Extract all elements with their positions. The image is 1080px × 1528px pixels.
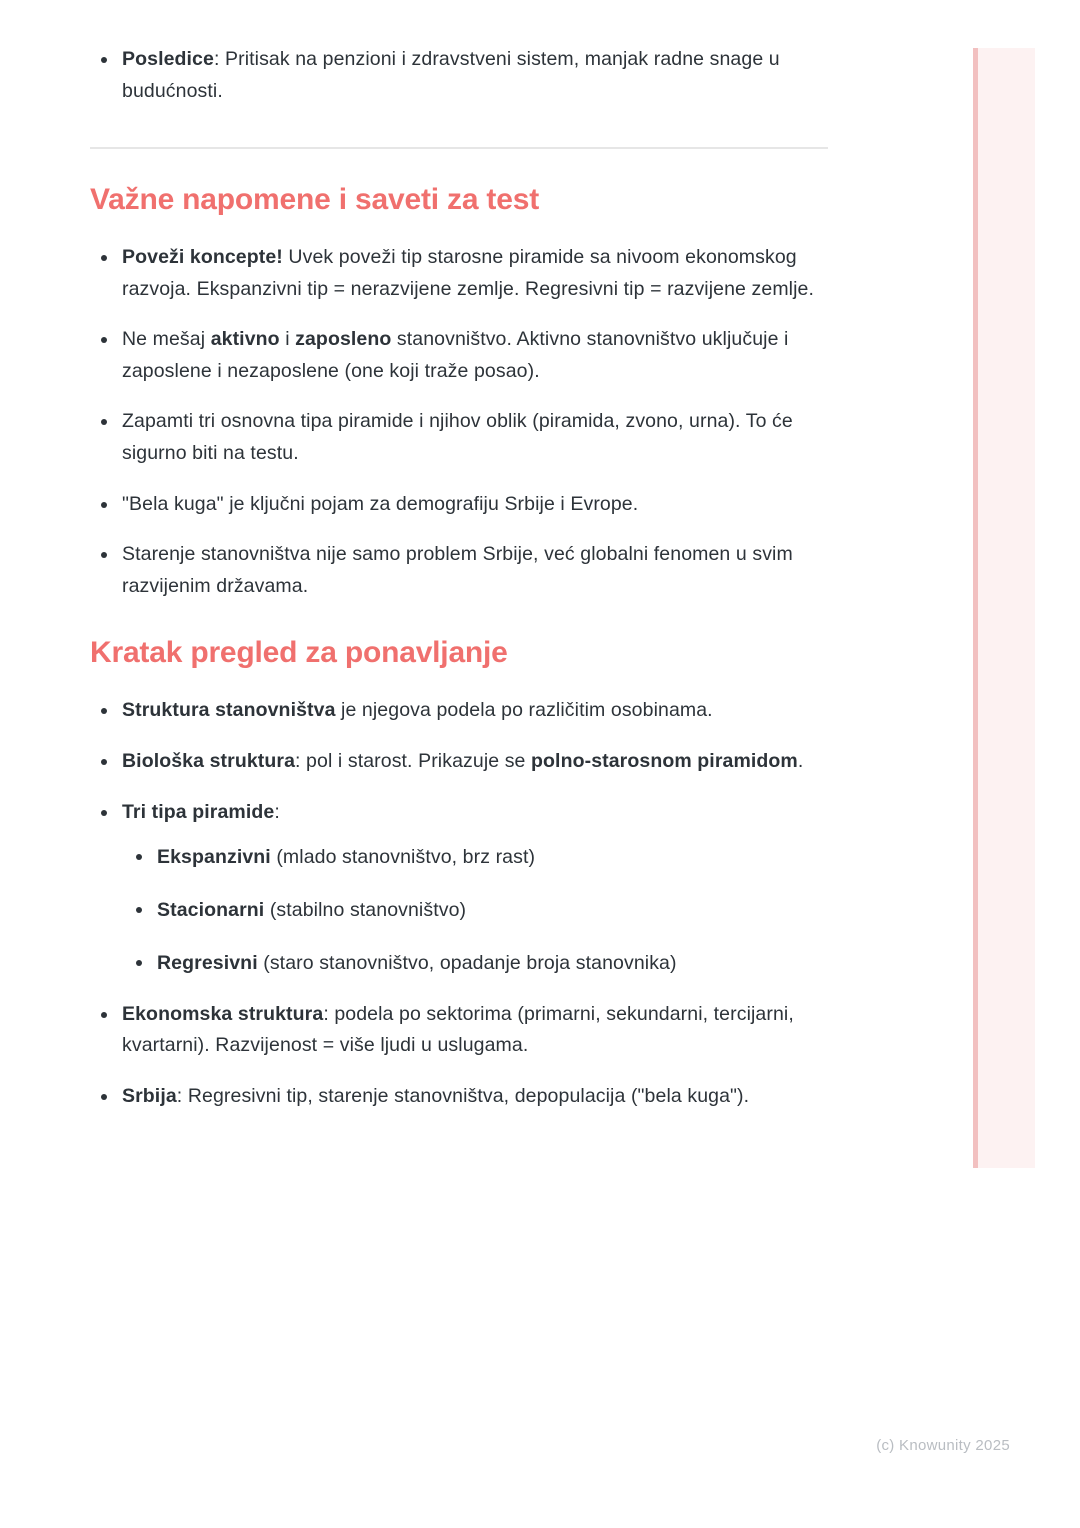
list-item: [90, 695, 860, 727]
bold-text-run: polno-starosnom piramidom: [531, 749, 798, 772]
section-bullet-list: [90, 695, 860, 1112]
nested-list-item: [122, 948, 860, 979]
text-run: (staro stanovništvo, opadanje broja stanovnika): [257, 952, 677, 975]
list-item: [90, 999, 860, 1062]
text-run: : pol i starost. Prikazuje se: [295, 749, 532, 772]
text-run: Starenje stanovništva nije samo problem Srbije, već globalni fenomen u svim razvijenim državama.: [122, 543, 793, 597]
bold-text-run: Ekspanzivni: [157, 846, 271, 869]
list-item: [90, 746, 860, 778]
text-run: (mlado stanovništvo, brz rast): [270, 846, 536, 869]
list-item: [90, 44, 860, 107]
bold-text-run: Posledice: [122, 48, 214, 70]
list-item: [90, 489, 860, 521]
nested-list-item: [122, 895, 860, 926]
text-run: :: [274, 800, 280, 823]
bold-text-run: Struktura stanovništva: [122, 699, 336, 722]
section-heading: Kratak pregled za ponavljanje: [90, 636, 508, 670]
intro-bullet-list: [90, 44, 860, 107]
list-item: [90, 324, 860, 387]
bold-text-run: Regresivni: [157, 952, 258, 975]
bold-text-run: Tri tipa piramide: [122, 800, 275, 823]
text-run: .: [797, 749, 804, 772]
document-content: [90, 0, 860, 1112]
bold-text-run: Poveži koncepte!: [122, 246, 283, 269]
text-run: Uvek poveži tip starosne piramide sa nivoom ekonomskog razvoja. Ekspanzivni tip = nerazvijene zemlje. Regresivni tip = razvijene zemlje.: [122, 246, 814, 300]
section-heading: Važne napomene i saveti za test: [90, 183, 539, 217]
text-run: i: [279, 328, 296, 351]
text-run: : Regresivni tip, starenje stanovništva, depopulacija ("bela kuga").: [176, 1084, 750, 1107]
list-item: [90, 242, 860, 305]
bold-text-run: Ekonomska struktura: [122, 1002, 324, 1025]
bold-text-run: aktivno: [210, 328, 280, 351]
list-item: [90, 406, 860, 469]
text-run: Zapamti tri osnovna tipa piramide i njihov oblik (piramida, zvono, urna). To će sigurno biti na testu.: [122, 410, 793, 465]
list-item: [90, 539, 860, 602]
text-run: : Pritisak na penzioni i zdravstveni sistem, manjak radne snage u budućnosti.: [122, 48, 780, 102]
section-divider: [90, 147, 828, 149]
document-section: [90, 182, 860, 602]
text-run: "Bela kuga" je ključni pojam za demografiju Srbije i Evrope.: [122, 492, 639, 515]
text-run: stanovništvo. Aktivno stanovništvo uključuje i zaposlene i nezaposlene (one koji traže posao).: [122, 328, 789, 382]
nested-bullet-list: [122, 842, 860, 980]
bold-text-run: Srbija: [122, 1084, 177, 1107]
section-bullet-list: [90, 242, 860, 602]
document-section: [90, 635, 860, 1112]
bold-text-run: zaposleno: [295, 328, 392, 351]
footer-copyright: (c) Knowunity 2025: [876, 1437, 1010, 1454]
text-run: Ne mešaj: [122, 328, 211, 351]
list-item: [90, 1081, 860, 1113]
decorative-side-panel: [973, 48, 1035, 1168]
sections-container: [90, 182, 860, 1112]
text-run: : podela po sektorima (primarni, sekundarni, tercijarni, kvartarni). Razvijenost = više ljudi u uslugama.: [122, 1002, 794, 1057]
bold-text-run: Stacionarni: [157, 899, 265, 922]
text-run: (stabilno stanovništvo): [264, 899, 467, 922]
text-run: je njegova podela po različitim osobinama.: [335, 699, 713, 722]
bold-text-run: Biološka struktura: [122, 749, 296, 772]
list-item: [90, 797, 860, 980]
nested-list-item: [122, 842, 860, 873]
